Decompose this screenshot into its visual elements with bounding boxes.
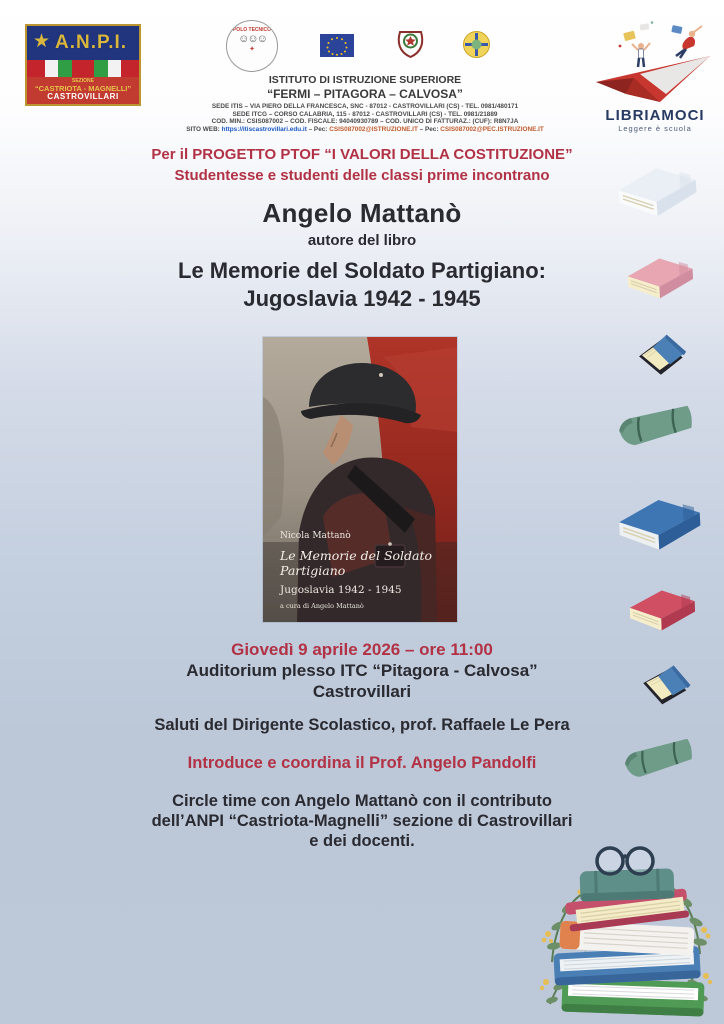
book-icon [610, 485, 706, 567]
book-icon [632, 330, 692, 382]
cover-title: Le Memorie del Soldato Partigiano [280, 548, 433, 578]
libriamoci-title: LIBRIAMOCI [605, 107, 705, 124]
anpi-sezione-label: SEZIONE [72, 78, 94, 84]
book-stack-illustration [524, 834, 724, 1024]
book-icon [620, 246, 697, 313]
anpi-banner [27, 26, 139, 60]
school-name: ISTITUTO DI ISTRUZIONE SUPERIORE [268, 74, 462, 86]
school-campus-line: “FERMI – PITAGORA – CALVOSA” [267, 87, 463, 101]
event-description-line1: Circle time con Angelo Mattanò con il contributo [172, 792, 552, 810]
event-moderator: Introduce e coordina il Prof. Angelo Pandolfi [187, 754, 537, 772]
school-seal-text: POLO TECNICO [232, 27, 272, 33]
anpi-logo [25, 24, 141, 106]
paper-plane-icon [588, 20, 722, 106]
anpi-acronym: A.N.P.I. [54, 32, 128, 53]
cover-subtitle: Jugoslavia 1942 - 1945 [280, 584, 402, 596]
school-seal-figures: ☺☺☺ [238, 33, 266, 45]
audience-line: Studentesse e studenti delle classi prime incontrano [174, 167, 550, 184]
event-greeting: Saluti del Dirigente Scolastico, prof. Raffaele Le Pera [154, 716, 570, 734]
book-icon [633, 656, 700, 716]
cover-author: Nicola Mattanò [280, 531, 351, 541]
author-role: autore del libro [307, 232, 417, 249]
eu-flag-icon [320, 34, 354, 57]
school-detail-lines: SEDE ITIS – VIA PIERO DELLA FRANCESCA, SNC - 87012 - CASTROVILLARI (CS) - TEL. 0981/480171 SEDE ITCG – CORSO CALABRIA, 115 - 87012 - CASTROVILLARI (CS) - TEL. 0981/21889 COD. MIN.: CSIS087002 – COD. FISCALE: 94040930789 – COD. UNICO DI FATTURAZ.: (CUF): R8N7JA SITO WEB: https://itiscastrovillari.edu.it – Pec: CSIS087002@ISTRUZIONE.IT – Pec: CSIS087002@PEC.ISTRUZIONE.IT [186, 103, 544, 133]
anpi-section-name: “CASTRIOTA - MAGNELLI” [34, 83, 132, 93]
event-description-line3: e dei docenti. [309, 832, 415, 850]
book-icon [619, 733, 699, 789]
project-line: Per il PROGETTO PTOF “I VALORI DELLA COSTITUZIONE” [151, 146, 573, 163]
cover-text-block [280, 531, 457, 610]
anpi-city: CASTROVILLARI [47, 91, 119, 101]
school-header [186, 18, 544, 133]
book-icon [614, 400, 699, 457]
star-icon: ★ [33, 31, 51, 52]
school-seal-icon: POLO TECNICO ☺☺☺ ✦ [226, 20, 278, 72]
book-title-line2: Jugoslavia 1942 - 1945 [243, 286, 481, 311]
event-description-line2: dell’ANPI “Castriota-Magnelli” sezione di Castrovillari [151, 812, 573, 830]
anpi-section-band [27, 77, 139, 104]
book-cover [263, 337, 457, 622]
event-city: Castrovillari [312, 682, 412, 701]
event-datetime: Giovedì 9 aprile 2026 – ore 11:00 [231, 640, 493, 659]
event-venue: Auditorium plesso ITC “Pitagora - Calvosa” [186, 661, 538, 680]
italy-emblem-icon [396, 28, 425, 59]
book-icon [623, 579, 699, 645]
libriamoci-logo [588, 20, 722, 138]
round-crest-icon [463, 31, 490, 58]
book-icon [610, 153, 703, 233]
libriamoci-subtitle: Leggere è scuola [618, 124, 692, 133]
author-name: Angelo Mattanò [262, 198, 462, 228]
cover-credit: a cura di Angelo Mattanò [280, 602, 364, 610]
anpi-flag-stripes [27, 60, 139, 77]
book-title-line1: Le Memorie del Soldato Partigiano: [178, 258, 546, 283]
